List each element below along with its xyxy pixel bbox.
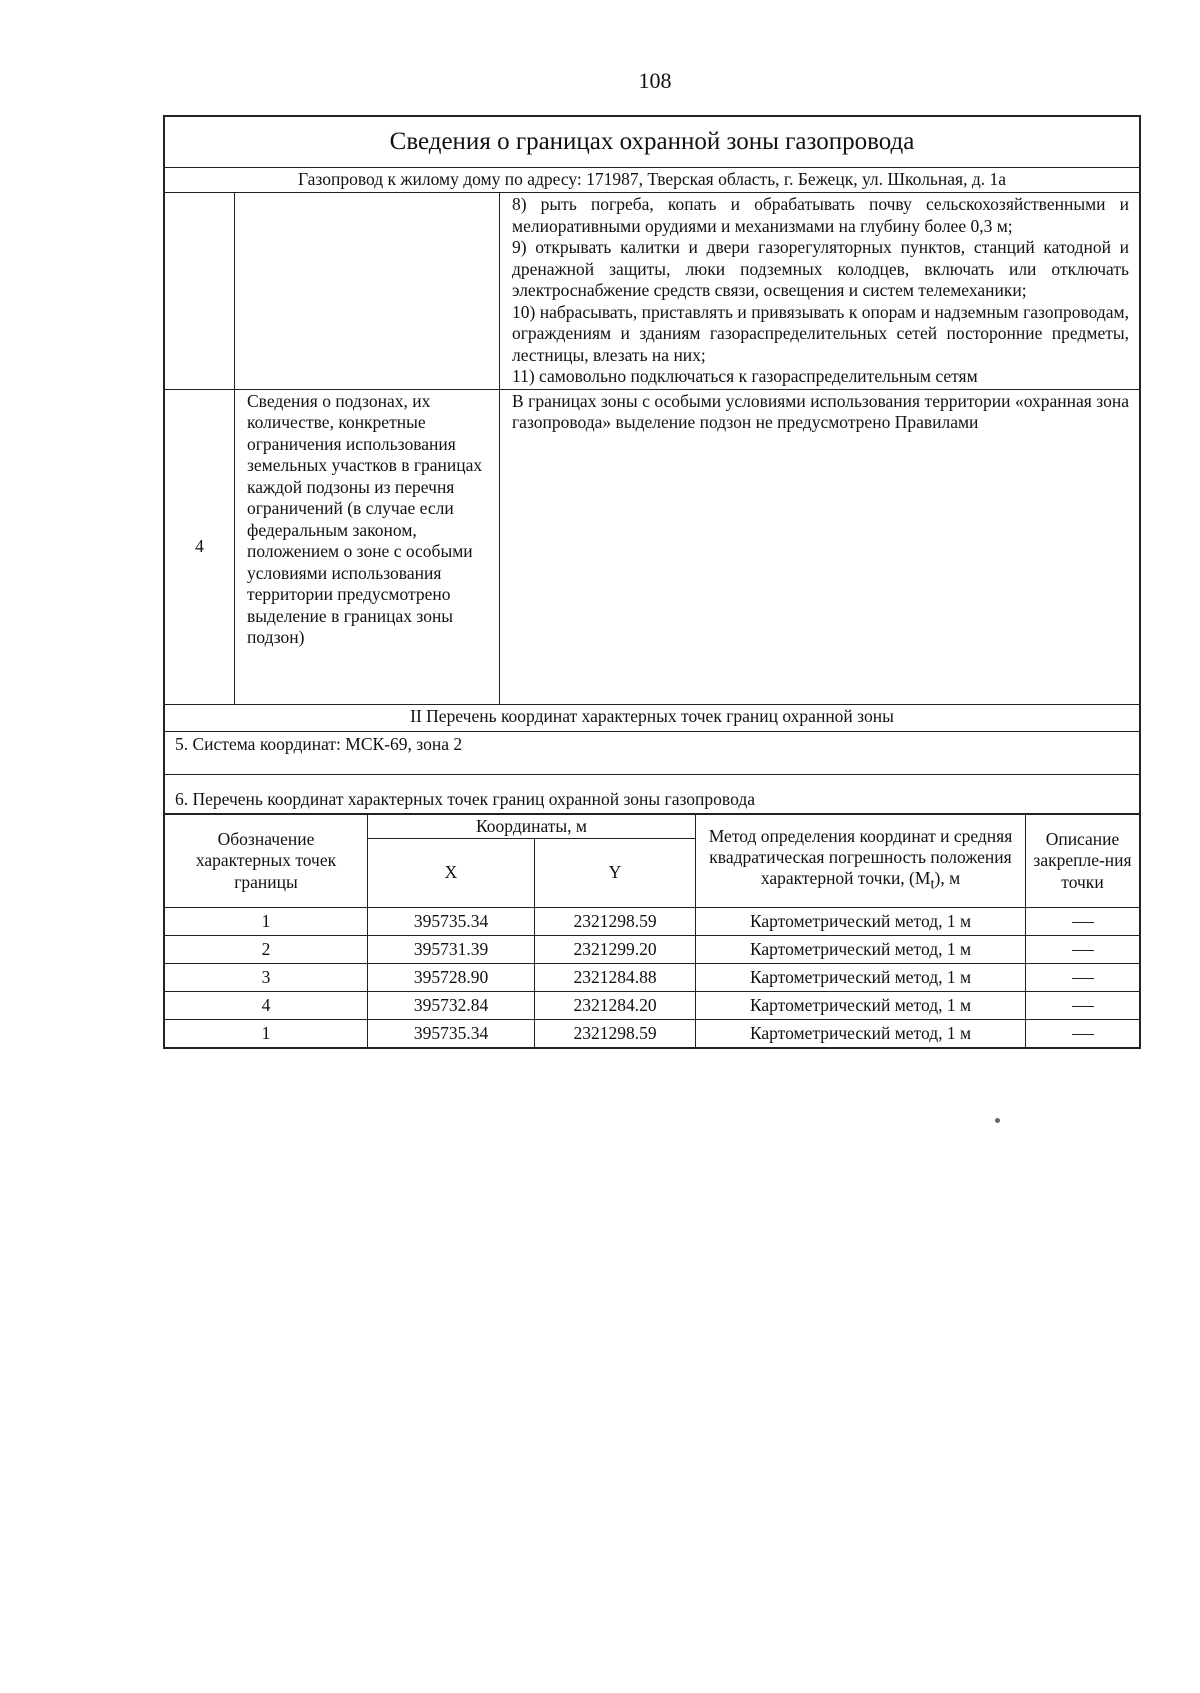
row-description-empty	[235, 193, 500, 390]
restrictions-list	[500, 193, 1140, 390]
restriction-item: 11) самовольно подключаться к газораспределительным сетям	[512, 366, 978, 386]
method-value: Картометрический метод, 1 м	[696, 992, 1026, 1020]
x-value: 395732.84	[368, 992, 535, 1020]
y-value: 2321299.20	[535, 936, 696, 964]
y-value: 2321298.59	[535, 908, 696, 936]
header-point: Обозначение характерных точек границы	[165, 814, 368, 908]
fixing-value	[1026, 992, 1140, 1020]
table-row	[165, 992, 1140, 1020]
header-coordinates: Координаты, м	[368, 814, 696, 839]
document-title: Сведения о границах охранной зоны газопровода	[165, 117, 1140, 168]
point-id: 1	[165, 1020, 368, 1048]
zone-info-sheet	[163, 115, 1141, 1049]
scan-speck	[995, 1118, 1000, 1123]
coordinates-table	[164, 814, 1140, 1049]
x-value: 395735.34	[368, 908, 535, 936]
row-number: 4	[165, 389, 235, 704]
fixing-value	[1026, 964, 1140, 992]
page-number: 108	[638, 68, 672, 93]
x-value: 395728.90	[368, 964, 535, 992]
y-value: 2321284.88	[535, 964, 696, 992]
pipeline-address: Газопровод к жилому дому по адресу: 171987, Тверская область, г. Бежецк, ул. Школьная, д. 1а	[165, 168, 1140, 193]
method-value: Картометрический метод, 1 м	[696, 936, 1026, 964]
point-id: 1	[165, 908, 368, 936]
table-row	[165, 936, 1140, 964]
dash-mark	[1072, 978, 1094, 979]
points-list-title: 6. Перечень координат характерных точек границ охранной зоны газопровода	[165, 774, 1140, 813]
dash-mark	[1072, 922, 1094, 923]
table-row	[165, 964, 1140, 992]
method-value: Картометрический метод, 1 м	[696, 964, 1026, 992]
dash-mark	[1072, 1006, 1094, 1007]
header-fixing: Описание закрепле-ния точки	[1026, 814, 1140, 908]
header-method: Метод определения координат и средняя квадратическая погрешность положения характерной точки, $(M_t)$, м	[696, 814, 1026, 908]
fixing-value	[1026, 1020, 1140, 1048]
coordinate-system: 5. Система координат: МСК-69, зона 2	[165, 731, 1140, 774]
subzones-content: В границах зоны с особыми условиями использования территории «охранная зона газопровода» выделение подзон не предусмотрено Правилами	[500, 389, 1140, 704]
method-value: Картометрический метод, 1 м	[696, 1020, 1026, 1048]
restriction-item: 8) рыть погреба, копать и обрабатывать почву сельскохозяйственными и мелиоративными орудиями и механизмами на глубину более 0,3 м;	[512, 194, 1129, 236]
fixing-value	[1026, 936, 1140, 964]
y-value: 2321284.20	[535, 992, 696, 1020]
table-row	[165, 908, 1140, 936]
point-id: 2	[165, 936, 368, 964]
header-y: Y	[535, 839, 696, 908]
table-row	[165, 1020, 1140, 1048]
row-number-empty	[165, 193, 235, 390]
point-id: 3	[165, 964, 368, 992]
header-x: X	[368, 839, 535, 908]
point-id: 4	[165, 992, 368, 1020]
dash-mark	[1072, 1034, 1094, 1035]
dash-mark	[1072, 950, 1094, 951]
method-value: Картометрический метод, 1 м	[696, 908, 1026, 936]
zone-info-table	[164, 116, 1140, 814]
restriction-item: 10) набрасывать, приставлять и привязывать к опорам и надземным газопроводам, ограждениям и зданиям газораспределительных сетей посторонние предметы, лестницы, влезать на них;	[512, 301, 1129, 365]
x-value: 395735.34	[368, 1020, 535, 1048]
fixing-value	[1026, 908, 1140, 936]
restriction-item: 9) открывать калитки и двери газорегуляторных пунктов, станций катодной и дренажной защиты, люки подземных колодцев, включать или отключать электроснабжение средств связи, освещения и систем телемеханики;	[512, 237, 1129, 300]
section-title: II Перечень координат характерных точек границ охранной зоны	[165, 704, 1140, 731]
y-value: 2321298.59	[535, 1020, 696, 1048]
subzones-description: Сведения о подзонах, их количестве, конкретные ограничения использования земельных участков в границах каждой подзоны из перечня ограничений (в случае если федеральным законом, положением о зоне с особыми условиями использования территории предусмотрено выделение в границах зоны подзон)	[235, 389, 500, 704]
x-value: 395731.39	[368, 936, 535, 964]
